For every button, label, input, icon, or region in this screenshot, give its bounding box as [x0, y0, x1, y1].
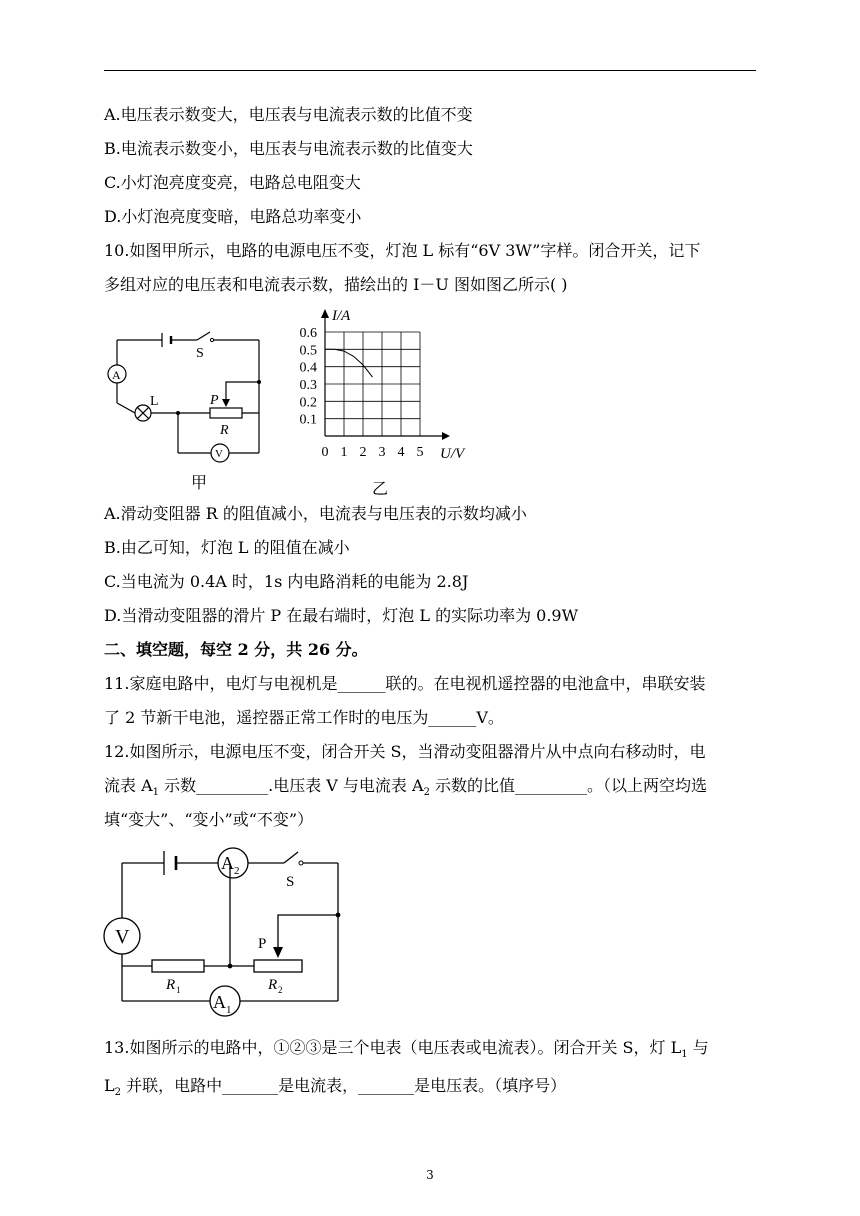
q11-line-2: 了 2 节新干电池，遥控器正常工作时的电压为______V。 — [104, 708, 504, 727]
y-tick-label: 0.6 — [299, 326, 317, 341]
q12-line-1: 12.如图所示，电源电压不变，闭合开关 S，当滑动变阻器滑片从中点向右移动时，电 — [104, 742, 706, 761]
q10-stem-line-1: 10.如图甲所示，电路的电源电压不变，灯泡 L 标有“6V 3W”字样。闭合开关，记下 — [104, 241, 701, 260]
q13-line-2-part-b: 并联，电路中_______是电流表，_______是电压表。（填序号） — [121, 1076, 567, 1095]
q9-option-d: D.小灯泡亮度变暗，电路总功率变小 — [104, 207, 362, 226]
q12-subscript-1: 1 — [152, 787, 160, 799]
r1-sub: 1 — [176, 985, 181, 995]
r2-label: R — [268, 977, 278, 993]
slider-label: P — [210, 393, 219, 408]
q13-line-1-part-b: 与 — [687, 1038, 709, 1057]
y-tick-label: 0.4 — [299, 360, 317, 376]
y-tick-label: 0.1 — [299, 412, 317, 428]
ammeter-1-sub: 1 — [226, 1004, 232, 1016]
ammeter-1-label: A — [213, 992, 226, 1012]
slider-p-label: P — [258, 936, 267, 952]
q10-option-b: B.由乙可知，灯泡 L 的阻值在减小 — [104, 538, 350, 557]
q12-line-3: 填“变大”、“变小”或“不变”） — [104, 810, 314, 829]
q9-option-c: C.小灯泡亮度变亮，电路总电阻变大 — [104, 173, 361, 192]
section-heading-fill-blank: 二、填空题，每空 2 分，共 26 分。 — [104, 640, 368, 659]
q10-circuit-diagram — [100, 318, 280, 468]
q10-option-a: A.滑动变阻器 R 的阻值减小，电流表与电压表的示数均减小 — [104, 504, 527, 523]
x-tick-label: 1 — [340, 445, 348, 460]
q10-stem-line-2: 多组对应的电压表和电流表示数，描绘出的 I－U 图如图乙所示( ) — [104, 275, 568, 294]
iu-curve — [325, 349, 373, 377]
x-axis-label: U/V — [440, 446, 465, 462]
ammeter-2-label: A — [221, 853, 234, 873]
q13-subscript-l1: 1 — [681, 1049, 688, 1061]
q13-line-1-part-a: 13.如图所示的电路中，①②③是三个电表（电压表或电流表）。闭合开关 S，灯 L — [104, 1038, 682, 1057]
y-tick-label: 0.3 — [299, 378, 317, 393]
q9-option-b: B.电流表示数变小，电压表与电流表示数的比值变大 — [104, 139, 473, 158]
q11-line-1: 11.家庭电路中，电灯与电视机是______联的。在电视机遥控器的电池盒中，串联安装 — [104, 674, 706, 693]
r2-sub: 2 — [278, 985, 283, 995]
switch-s-label: S — [286, 874, 295, 890]
x-tick-label: 2 — [359, 445, 367, 460]
y-tick-label: 0.5 — [299, 343, 317, 359]
x-tick-label: 0 — [321, 445, 329, 460]
r1-label: R — [166, 977, 176, 993]
q9-option-a: A.电压表示数变大，电压表与电流表示数的比值不变 — [104, 105, 473, 124]
q12-line-2-part-a: 流表 A — [104, 776, 153, 795]
x-tick-label: 5 — [416, 445, 424, 460]
x-tick-label: 4 — [397, 445, 405, 460]
resistor-label: R — [220, 423, 229, 438]
q12-circuit-diagram — [100, 838, 350, 1018]
voltmeter-label: V — [215, 448, 223, 460]
q12-line-2 — [104, 774, 707, 805]
header-rule — [104, 70, 756, 71]
x-axis-arrow — [442, 432, 450, 440]
ammeter-label: A — [112, 368, 121, 382]
q10-option-c: C.当电流为 0.4A 时，1s 内电路消耗的电能为 2.8J — [104, 572, 469, 591]
q12-line-2-part-c: 示数的比值_________。（以上两空均选 — [429, 776, 708, 795]
figure-jia-caption: 甲 — [191, 473, 208, 492]
q13-line-2-part-a: L — [104, 1076, 115, 1095]
ammeter-2-sub: 2 — [234, 865, 240, 877]
q13-subscript-l2: 2 — [114, 1087, 121, 1099]
q13-line-1 — [104, 1036, 709, 1067]
page-number: 3 — [426, 1168, 434, 1182]
q10-option-d: D.当滑动变阻器的滑片 P 在最右端时，灯泡 L 的实际功率为 0.9W — [104, 606, 579, 625]
voltmeter-v-label: V — [115, 926, 130, 948]
y-axis-label: I/A — [332, 308, 351, 324]
figure-yi-caption: 乙 — [372, 479, 389, 498]
lamp-label: L — [150, 394, 159, 409]
y-tick-label: 0.2 — [299, 395, 317, 411]
iu-chart — [290, 306, 480, 466]
q12-line-2-part-b: 示数_________.电压表 V 与电流表 A — [159, 776, 424, 795]
y-axis-arrow — [321, 309, 329, 318]
q12-subscript-2: 2 — [423, 787, 430, 799]
q13-line-2 — [104, 1074, 566, 1105]
switch-label: S — [196, 346, 204, 361]
x-tick-label: 3 — [378, 445, 386, 460]
